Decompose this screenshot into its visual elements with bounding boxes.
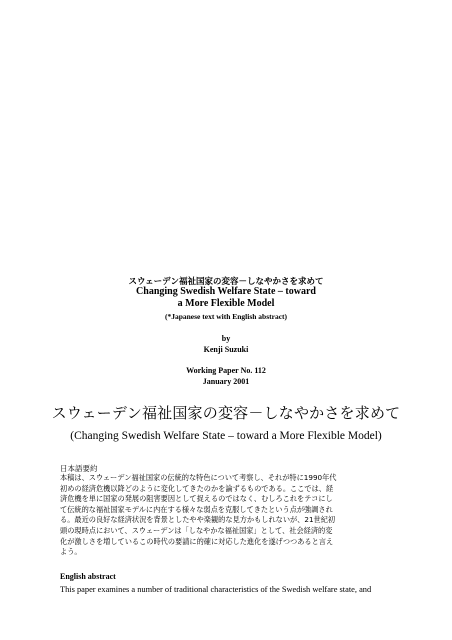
header-note: (*Japanese text with English abstract)	[164, 312, 288, 321]
byline-by: by	[221, 334, 231, 343]
main-title-english: (Changing Swedish Welfare State – toward a More Flexible Model)	[70, 430, 382, 442]
japanese-abstract-line: 化が激しさを増しているこの時代の要請に的確に対応した進化を遂げつつあると言え	[60, 536, 334, 546]
english-abstract-heading: English abstract	[60, 572, 116, 581]
header-japanese-title: スウェーデン福祉国家の変容－しなやかさを求めて	[128, 277, 324, 287]
header-english-title-line2: a More Flexible Model	[177, 298, 275, 309]
english-abstract-text: This paper examines a number of traditional characteristics of the Swedish welfare state, and	[60, 585, 372, 594]
main-title-japanese: スウェーデン福祉国家の変容－しなやかさを求めて	[51, 404, 401, 422]
japanese-abstract-line: 初めの経済危機以降どのように変化してきたのかを論ずるものである。ここでは、経	[60, 483, 334, 493]
japanese-abstract-line: 済危機を単に国家の発展の阻害要因として捉えるのではなく、むしろこれをテコにし	[60, 494, 333, 504]
japanese-abstract-line: 頭の現時点において、スウェーデンは「しなやかな福祉国家」として、社会経済的変	[60, 525, 333, 535]
author-name: Kenji Suzuki	[203, 345, 249, 354]
header-english-title-line1: Changing Swedish Welfare State – toward	[136, 286, 316, 297]
japanese-abstract-line: る。最近の良好な経済状況を背景としたやや楽観的な見方かもしれないが、21世紀初	[60, 515, 336, 525]
japanese-abstract-body	[60, 473, 396, 558]
working-paper-number: Working Paper No. 112	[186, 366, 266, 375]
japanese-abstract-line: よう。	[60, 547, 82, 557]
japanese-abstract-line: 本稿は、スウェーデン福祉国家の伝統的な特色について考察し、それが特に1990年代	[60, 473, 337, 482]
japanese-abstract-heading: 日本語要約	[60, 464, 98, 473]
japanese-abstract-line: て伝統的な福祉国家モデルに内在する様々な弱点を克服してきたという点が強調され	[60, 504, 333, 514]
paper-date: January 2001	[202, 377, 250, 386]
